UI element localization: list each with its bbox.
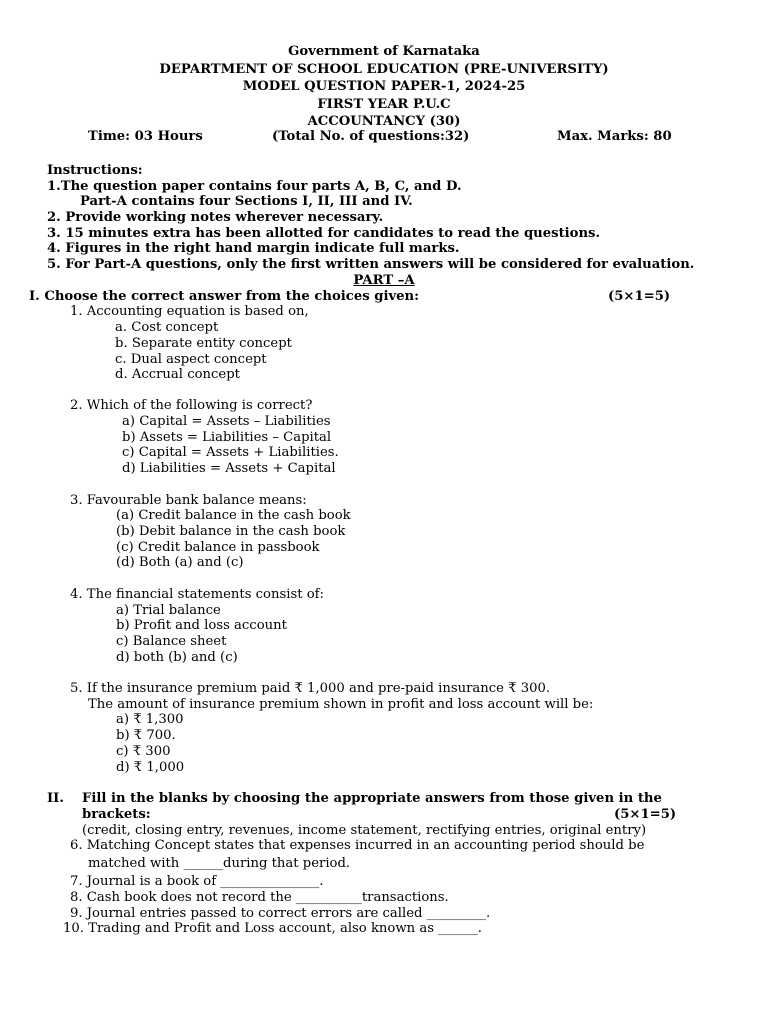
option: b) Profit and loss account: [116, 618, 287, 633]
option: a) Trial balance: [116, 603, 221, 618]
header-government: Government of Karnataka: [288, 44, 480, 59]
instructions-block: [47, 163, 747, 273]
section-2-title: Fill in the blanks by choosing the appropriate answers from those given in the: [82, 791, 662, 806]
question-9: 9. Journal entries passed to correct errors are called _________.: [70, 906, 491, 921]
option: d. Accrual concept: [115, 367, 240, 382]
question-8: 8. Cash book does not record the __________transactions.: [70, 890, 449, 905]
question-4: 4. The financial statements consist of:: [70, 587, 325, 602]
instruction-item: Part-A contains four Sections I, II, III and IV.: [80, 194, 413, 210]
section-2-title-continued: brackets:: [82, 807, 151, 822]
instructions-title: Instructions:: [47, 163, 143, 178]
instruction-item: 5. For Part-A questions, only the first written answers will be considered for evaluation.: [47, 257, 695, 273]
header-class: FIRST YEAR P.U.C: [317, 96, 451, 112]
question-1: 1. Accounting equation is based on,: [70, 304, 309, 319]
question-6: 6. Matching Concept states that expenses incurred in an accounting period should be: [70, 838, 645, 853]
option: (a) Credit balance in the cash book: [116, 508, 351, 523]
max-marks-label: Max. Marks: 80: [557, 129, 672, 144]
option: (b) Debit balance in the cash book: [116, 524, 346, 539]
option: a. Cost concept: [115, 320, 219, 335]
total-questions-label: (Total No. of questions:32): [272, 129, 470, 144]
option: b) Assets = Liabilities – Capital: [122, 430, 332, 445]
paper-header: [0, 43, 768, 131]
question-3: 3. Favourable bank balance means:: [70, 493, 307, 508]
time-label: Time: 03 Hours: [88, 129, 203, 144]
section-2-choices: (credit, closing entry, revenues, income statement, rectifying entries, original entry): [82, 823, 647, 838]
part-a-heading: PART –A: [353, 273, 415, 288]
option: a) ₹ 1,300: [116, 712, 184, 727]
option: c) Balance sheet: [116, 634, 227, 649]
instruction-item: 3. 15 minutes extra has been allotted for candidates to read the questions.: [47, 225, 601, 241]
section-2-number: II.: [47, 791, 64, 806]
question-2: 2. Which of the following is correct?: [70, 398, 313, 413]
header-subject: ACCOUNTANCY (30): [307, 114, 461, 129]
instruction-item: 2. Provide working notes wherever necessary.: [47, 210, 384, 226]
option: c) Capital = Assets + Liabilities.: [122, 445, 339, 460]
question-6-continued: matched with ______during that period.: [88, 856, 351, 871]
section-1-marks: (5×1=5): [608, 289, 671, 304]
option: (d) Both (a) and (c): [116, 555, 244, 570]
question-7: 7. Journal is a book of _______________.: [70, 874, 324, 889]
instruction-item: 1.The question paper contains four parts A, B, C, and D.: [47, 178, 462, 194]
option: b) ₹ 700.: [116, 728, 176, 743]
option: c. Dual aspect concept: [115, 352, 267, 367]
option: (c) Credit balance in passbook: [116, 540, 320, 555]
option: d) ₹ 1,000: [116, 760, 185, 775]
option: c) ₹ 300: [116, 744, 171, 759]
option: d) both (b) and (c): [116, 650, 238, 665]
question-5-continued: The amount of insurance premium shown in profit and loss account will be:: [88, 697, 594, 712]
option: b. Separate entity concept: [115, 336, 292, 351]
option: d) Liabilities = Assets + Capital: [122, 461, 336, 476]
header-department: DEPARTMENT OF SCHOOL EDUCATION (PRE-UNIVERSITY): [159, 61, 609, 77]
section-1-title: I. Choose the correct answer from the choices given:: [29, 289, 419, 304]
question-5: 5. If the insurance premium paid ₹ 1,000 and pre-paid insurance ₹ 300.: [70, 681, 551, 696]
paper-meta: [0, 129, 768, 146]
question-10: 10. Trading and Profit and Loss account, also known as ______.: [63, 921, 482, 936]
header-paper-title: MODEL QUESTION PAPER-1, 2024-25: [242, 79, 526, 94]
section-2-marks: (5×1=5): [614, 807, 677, 822]
option: a) Capital = Assets – Liabilities: [122, 414, 331, 429]
instruction-item: 4. Figures in the right hand margin indicate full marks.: [47, 241, 460, 257]
